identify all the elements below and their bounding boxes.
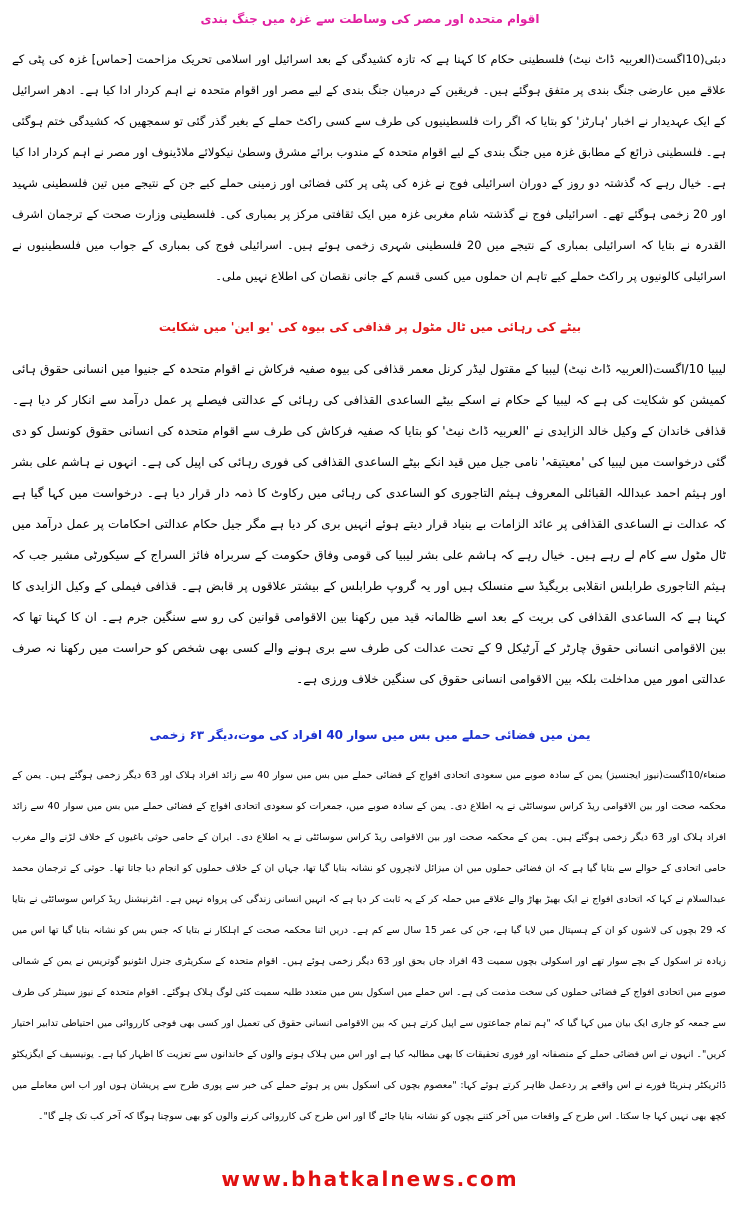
article-headline: یمن میں فضائی حملے میں بس میں سوار 40 افراد کی موت،دیگر ۶۳ زخمی (149, 728, 591, 742)
article-gaza-ceasefire (0, 2, 740, 292)
article-yemen-airstrike (0, 718, 740, 1132)
article-body: صنعاء/10اگست(نیوز ایجنسیز) یمن کے سادہ صوبے میں سعودی اتحادی افواج کے فضائی حملے میں بس میں سوار 40 سے زائد افراد ہلاک اور 63 دیگر زخمی ہوگئے ہیں۔ یمن کے محکمہ صحت اور بین الاقوامی ریڈ کراس سوسائٹی نے یہ اطلاع دی۔ یمن کے سادہ صوبے میں، جمعرات کو سعودی اتحادی افواج کے فضائی حملے میں بس میں سوار 40 سے زائد افراد ہلاک اور 63 دیگر زخمی ہوگئے ہیں۔ یمن کے محکمہ صحت اور بین الاقوامی ریڈ کراس سوسائٹی نے یہ اطلاع دی۔ ایران کے حامی حوثی باغیوں کے خلاف لڑنے والے مغرب حامی اتحادی کے حوالے سے بتایا گیا ہے کہ ان فضائی حملوں میں ان میزائل لانچروں کو نشانہ بنایا گیا تھا، جہاں ان کے خلاف حملوں کو انجام دیا جاتا تھا۔ حوثی کے ترجمان محمد عبدالسلام نے کہا کہ اتحادی افواج نے ایک بھیڑ بھاڑ والے علاقے میں حملہ کر کے یہ ثابت کر دیا ہے کہ انہیں انسانی زندگی کی پرواہ نہیں ہے۔ انٹرنیشنل ریڈ کراس سوسائٹی نے بتایا کہ 29 بچوں کی لاشوں کو ان کے ہسپتال میں لایا گیا ہے، جن کی عمر 15 سال سے کم ہے۔ دریں اثنا محکمہ صحت کے اہلکار نے بتایا کہ جس بس کو نشانہ بنایا گیا تھا اس میں زیادہ تر اسکول کے بچے سوار تھے اور اسکولی بچوں سمیت 43 افراد جاں بحق اور 63 دیگر زخمی ہوئے ہیں۔ اقوام متحدہ کے سکریٹری جنرل انٹونیو گوتریس نے یمن کے شمالی صوبے میں اتحادی افواج کے فضائی حملوں کی سخت مذمت کی ہے۔ اس حملے میں اسکول بس میں متعدد طلبہ سمیت کئی لوگ ہلاک ہوگئے۔ اقوام متحدہ کے نیوز سینٹر کی طرف سے جمعہ کو جاری ایک بیان میں کہا گیا کہ "ہم تمام جماعتوں سے اپیل کرتے ہیں کہ بین الاقوامی انسانی حقوق کی تعمیل اور کسی بھی فوجی کارروائی میں احتیاطی تدابیر اختیار کریں"۔ انہوں نے اس فضائی حملے کے منصفانہ اور فوری تحقیقات کا بھی مطالبہ کیا ہے اور اس میں ہلاک ہونے والوں کے خاندانوں سے تعزیت کا اظہار کیا ہے۔ یونیسیف کے ایگزیکٹو ڈائریکٹر ہنریٹا فورے نے اس واقعے پر ردعمل ظاہر کرتے ہوئے کہا: "معصوم بچوں کی اسکول بس پر ہوئے حملے کی خبر سے پوری طرح سے پریشان ہوں اور اب اس معاملے میں کچھ بھی نہیں کہا جا سکتا۔ اس طرح کے واقعات میں آخر کتنے بچوں کو نشانہ بنایا جائے گا اور اس طرح کی کارروائی کرنے والوں کو بھی سوچنا ہوگا کہ آخر کب تک چلے گا"۔ (12, 770, 727, 1122)
article-headline: بیٹے کی رہائی میں ٹال مٹول پر قذافی کی بیوہ کی 'یو این' میں شکایت (158, 320, 582, 334)
article-headline: اقوام متحدہ اور مصر کی وساطت سے غزہ میں جنگ بندی (200, 12, 540, 26)
article-qaddafi-widow-complaint (0, 310, 740, 695)
site-watermark: www.bhatkalnews.com (221, 1167, 519, 1191)
article-body: دبئی(10اگست(العربیہ ڈاٹ نیٹ) فلسطینی حکام کا کہنا ہے کہ تازہ کشیدگی کے بعد اسرائیل اور اسلامی تحریک مزاحمت [حماس] غزہ کی پٹی کے علاقے میں عارضی جنگ بندی پر متفق ہوگئے ہیں۔ فریقین کے درمیان جنگ بندی کے لیے مصر اور اقوام متحدہ نے اہم کردار ادا کیا ہے۔ ادھر اسرائیل کے ایک عہدیدار نے اخبار 'ہارٹز' کو بتایا کہ اگر رات فلسطینیوں کی طرف سے کسی راکٹ حملے کے بغیر گذر گئی تو سمجھیں کہ کشیدگی ختم ہوگئی ہے۔ فلسطینی ذرائع کے مطابق غزہ میں جنگ بندی کے لیے اقوام متحدہ کے مندوب برائے مشرق وسطیٰ نیکولائے ملاڈینوف اور مصر نے اہم کردار ادا کیا ہے۔ خیال رہے کہ گذشتہ دو روز کے دوران اسرائیلی فوج نے غزہ کی پٹی پر کئی فضائی اور زمینی حملے کیے جن کے نتیجے میں تین فلسطینی شہید اور 20 زخمی ہوگئے تھے۔ اسرائیلی فوج نے گذشتہ شام مغربی غزہ میں ایک ثقافتی مرکز پر بمباری کی۔ فلسطینی وزارت صحت کے ترجمان اشرف القدرہ نے بتایا کہ اسرائیلی بمباری کے نتیجے میں 20 فلسطینی شہری زخمی ہوئے ہیں۔ اسرائیلی فوج کی بمباری کے جواب میں فلسطینیوں نے اسرائیلی کالونیوں پر راکٹ حملے کیے تاہم ان حملوں میں کسی قسم کے جانی نقصان کی اطلاع نہیں ملی۔ (12, 52, 726, 283)
article-body: لیبیا 10/اگست(العربیہ ڈاٹ نیٹ) لیبیا کے مقتول لیڈر کرنل معمر قذافی کی بیوہ صفیہ فرکاش نے اقوام متحدہ کے جنیوا میں انسانی حقوق ہائی کمیشن کو شکایت کی ہے کہ لیبیا کے حکام نے اسکے بیٹے الساعدی القذافی کی رہائی کے عدالتی فیصلے پر عمل درآمد سے انکار کر دیا ہے۔ قذافی خاندان کے وکیل خالد الزایدی نے 'العربیہ ڈاٹ نیٹ' کو بتایا کہ صفیہ فرکاش کی طرف سے اقوام متحدہ کی انسانی حقوق کونسل کو دی گئی درخواست میں لیبیا کی 'معیتیقہ' نامی جیل میں قید انکے بیٹے الساعدی القذافی کی فوری رہائی کی اپیل کی ہے۔ انہوں نے ہاشم علی بشر اور ہیثم احمد عبداللہ القبائلی المعروف ہیثم التاجوری کو الساعدی کی رہائی میں رکاوٹ کا ذمہ دار قرار دیا ہے۔ درخواست میں کہا گیا ہے کہ عدالت نے الساعدی القذافی پر عائد الزامات بے بنیاد قرار دیتے ہوئے انہیں بری کر دیا ہے مگر جیل حکام عدالتی احکامات پر عمل درآمد میں ٹال مٹول سے کام لے رہے ہیں۔ خیال رہے کہ ہاشم علی بشر لیبیا کی قومی وفاق حکومت کے سربراہ فائز السراج کے سیکورٹی مشیر جب کہ ہیثم التاجوری طرابلس انقلابی بریگیڈ سے منسلک ہیں اور یہ گروپ طرابلس کے بیشتر علاقوں پر قابض ہے۔ قذافی فیملی کے وکیل الزایدی کا کہنا ہے کہ الساعدی القذافی کی بریت کے بعد اسے ظالمانہ قید میں رکھنا بین الاقوامی قوانین کی رو سے سنگین جرم ہے۔ ان کا کہنا تھا کہ بین الاقوامی انسانی حقوق چارٹر کے آرٹیکل 9 کے تحت عدالت کی طرف سے بری ہونے والے کسی بھی شخص کو حراست میں رکھنا نہ صرف عدالتی امور میں مداخلت بلکہ بین الاقوامی انسانی حقوق کی سنگین خلاف ورزی ہے۔ (12, 362, 726, 686)
